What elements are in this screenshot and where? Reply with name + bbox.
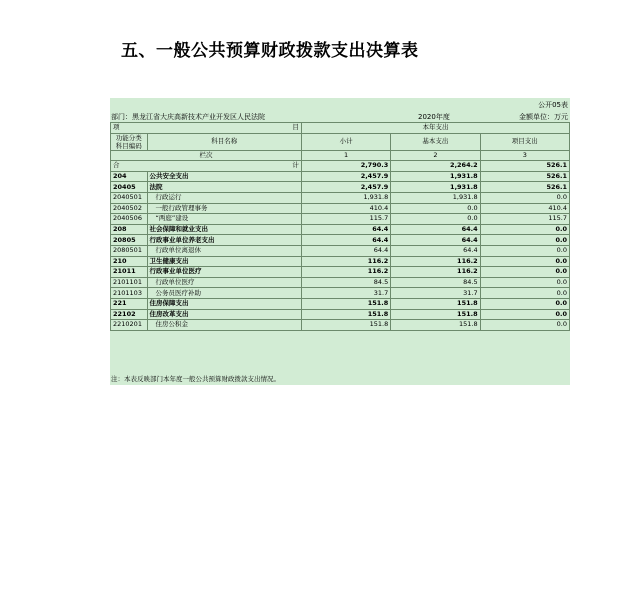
header-row-label: 栏次 xyxy=(111,150,302,161)
row-code: 221 xyxy=(111,298,148,309)
table-row xyxy=(111,309,570,320)
row-project: 0.0 xyxy=(480,267,569,278)
row-basic: 84.5 xyxy=(391,277,480,288)
header-code: 功能分类 科目编码 xyxy=(111,133,148,150)
row-project: 0.0 xyxy=(480,245,569,256)
row-project: 0.0 xyxy=(480,277,569,288)
row-name: 行政运行 xyxy=(147,192,301,203)
row-project: 0.0 xyxy=(480,309,569,320)
table-row xyxy=(111,277,570,288)
row-basic: 151.8 xyxy=(391,298,480,309)
row-name: 行政单位医疗 xyxy=(147,277,301,288)
row-code: 21011 xyxy=(111,267,148,278)
row-subtotal: 115.7 xyxy=(301,214,390,225)
row-name: 行政单位离退休 xyxy=(147,245,301,256)
row-project: 410.4 xyxy=(480,203,569,214)
row-project: 526.1 xyxy=(480,182,569,193)
row-basic: 116.2 xyxy=(391,267,480,278)
header-item-b: 目 xyxy=(292,123,299,132)
total-project: 526.1 xyxy=(480,161,569,172)
row-code: 2101101 xyxy=(111,277,148,288)
row-subtotal: 2,457.9 xyxy=(301,182,390,193)
total-subtotal: 2,790.3 xyxy=(301,161,390,172)
row-subtotal: 151.8 xyxy=(301,309,390,320)
row-name: 法院 xyxy=(147,182,301,193)
row-basic: 1,931.8 xyxy=(391,192,480,203)
row-code: 2080501 xyxy=(111,245,148,256)
row-code: 2101103 xyxy=(111,288,148,299)
total-right: 计 xyxy=(292,161,299,170)
row-code: 210 xyxy=(111,256,148,267)
row-code: 208 xyxy=(111,224,148,235)
row-subtotal: 116.2 xyxy=(301,256,390,267)
row-basic: 116.2 xyxy=(391,256,480,267)
header-row-item xyxy=(111,123,570,134)
table-row xyxy=(111,235,570,246)
row-name: 社会保障和就业支出 xyxy=(147,224,301,235)
row-subtotal: 84.5 xyxy=(301,277,390,288)
header-item-cell xyxy=(111,123,302,134)
row-subtotal: 31.7 xyxy=(301,288,390,299)
year-label: 2020年度 xyxy=(418,113,450,121)
form-number: 公开05表 xyxy=(538,101,568,109)
row-name: 住房改革支出 xyxy=(147,309,301,320)
table-row xyxy=(111,256,570,267)
row-subtotal: 410.4 xyxy=(301,203,390,214)
row-basic: 151.8 xyxy=(391,309,480,320)
row-project: 0.0 xyxy=(480,224,569,235)
row-subtotal: 1,931.8 xyxy=(301,192,390,203)
table-row xyxy=(111,214,570,225)
total-left: 合 xyxy=(113,161,120,170)
table-row xyxy=(111,192,570,203)
row-subtotal: 64.4 xyxy=(301,224,390,235)
row-project: 526.1 xyxy=(480,171,569,182)
row-name: 卫生健康支出 xyxy=(147,256,301,267)
row-subtotal: 151.8 xyxy=(301,298,390,309)
row-basic: 64.4 xyxy=(391,235,480,246)
row-subtotal: 64.4 xyxy=(301,235,390,246)
total-row xyxy=(111,161,570,172)
total-label-cell xyxy=(111,161,302,172)
header-col1: 1 xyxy=(301,150,390,161)
unit-label: 金额单位：万元 xyxy=(519,113,568,121)
row-code: 20405 xyxy=(111,182,148,193)
row-subtotal: 64.4 xyxy=(301,245,390,256)
row-code: 204 xyxy=(111,171,148,182)
row-subtotal: 151.8 xyxy=(301,320,390,331)
row-basic: 0.0 xyxy=(391,203,480,214)
table-row xyxy=(111,182,570,193)
total-basic: 2,264.2 xyxy=(391,161,480,172)
row-basic: 64.4 xyxy=(391,245,480,256)
table-row xyxy=(111,171,570,182)
table-row xyxy=(111,267,570,278)
row-project: 0.0 xyxy=(480,288,569,299)
header-item-a: 项 xyxy=(113,123,120,132)
row-name: 住房保障支出 xyxy=(147,298,301,309)
row-project: 0.0 xyxy=(480,256,569,267)
header-col2: 2 xyxy=(391,150,480,161)
row-code: 2040501 xyxy=(111,192,148,203)
header-row-columns xyxy=(111,133,570,150)
table-row xyxy=(111,224,570,235)
row-basic: 31.7 xyxy=(391,288,480,299)
table-row xyxy=(111,288,570,299)
table-row xyxy=(111,245,570,256)
row-basic: 1,931.8 xyxy=(391,182,480,193)
header-col3: 3 xyxy=(480,150,569,161)
header-project: 项目支出 xyxy=(480,133,569,150)
row-project: 0.0 xyxy=(480,235,569,246)
row-project: 115.7 xyxy=(480,214,569,225)
table-note: 注：本表反映部门本年度一般公共预算财政拨款支出情况。 xyxy=(111,375,280,383)
row-subtotal: 2,457.9 xyxy=(301,171,390,182)
table-row xyxy=(111,298,570,309)
row-name: 公共安全支出 xyxy=(147,171,301,182)
row-basic: 1,931.8 xyxy=(391,171,480,182)
row-basic: 0.0 xyxy=(391,214,480,225)
header-subtotal: 小计 xyxy=(301,133,390,150)
row-name: 一般行政管理事务 xyxy=(147,203,301,214)
expenditure-table xyxy=(110,122,570,331)
row-name: 公务员医疗补助 xyxy=(147,288,301,299)
row-code: 2040506 xyxy=(111,214,148,225)
row-subtotal: 116.2 xyxy=(301,267,390,278)
row-code: 22102 xyxy=(111,309,148,320)
row-basic: 64.4 xyxy=(391,224,480,235)
table-row xyxy=(111,320,570,331)
row-name: 行政事业单位养老支出 xyxy=(147,235,301,246)
row-code: 20805 xyxy=(111,235,148,246)
table-row xyxy=(111,203,570,214)
page-title: 五、一般公共预算财政拨款支出决算表 xyxy=(121,41,419,61)
report-sheet xyxy=(110,98,570,385)
header-row-index xyxy=(111,150,570,161)
row-project: 0.0 xyxy=(480,320,569,331)
row-name: “两庭”建设 xyxy=(147,214,301,225)
meta-row xyxy=(110,110,570,122)
header-current-year: 本年支出 xyxy=(301,123,569,134)
row-basic: 151.8 xyxy=(391,320,480,331)
row-name: 住房公积金 xyxy=(147,320,301,331)
department-label: 部门：黑龙江省大庆高新技术产业开发区人民法院 xyxy=(111,113,265,121)
row-code: 2040502 xyxy=(111,203,148,214)
row-project: 0.0 xyxy=(480,298,569,309)
row-project: 0.0 xyxy=(480,192,569,203)
row-code: 2210201 xyxy=(111,320,148,331)
header-basic: 基本支出 xyxy=(391,133,480,150)
header-name: 科目名称 xyxy=(147,133,301,150)
row-name: 行政事业单位医疗 xyxy=(147,267,301,278)
